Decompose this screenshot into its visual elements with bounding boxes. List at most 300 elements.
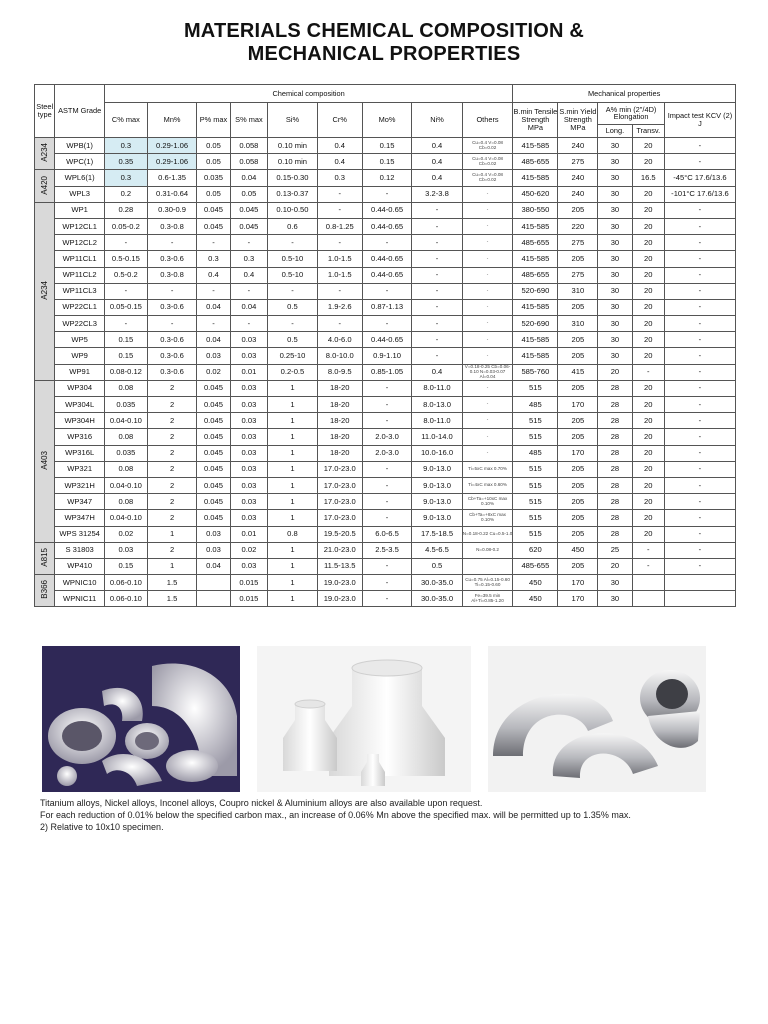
cell-s: 0.03: [230, 380, 268, 396]
cell-c: 0.08-0.12: [104, 364, 147, 380]
cell-cr: 21.0-23.0: [317, 542, 362, 558]
cell-imp: -: [664, 429, 735, 445]
cell-s: 0.03: [230, 558, 268, 574]
cell-tr: 20: [632, 332, 664, 348]
cell-mn: -: [147, 283, 196, 299]
cell-grade: WP22CL3: [55, 316, 104, 332]
cell-mn: 2: [147, 510, 196, 526]
cell-ys: 170: [558, 591, 598, 607]
others-header: Others: [462, 103, 513, 138]
cell-p: -: [197, 235, 230, 251]
cell-others: Cu=0.75 Al=0.15-0.60 Ti=0.15-0.60: [462, 575, 513, 591]
cell-c: 0.03: [104, 542, 147, 558]
cell-si: 0.5: [268, 299, 317, 315]
table-row: [35, 186, 736, 202]
cell-ys: 170: [558, 575, 598, 591]
molybdenum-header: Mo%: [362, 103, 411, 138]
cell-s: 0.03: [230, 413, 268, 429]
cell-si: 0.25-10: [268, 348, 317, 364]
cell-el: 30: [598, 299, 632, 315]
cell-others: -: [462, 267, 513, 283]
cell-ni: 4.5-6.5: [412, 542, 463, 558]
footnote-carbon-reduction: For each reduction of 0.01% below the specified carbon max., an increase of 0.06% Mn above the specified max. will be permitted up to 1.35% max.: [40, 810, 631, 820]
cell-c: 0.08: [104, 494, 147, 510]
cell-ys: 310: [558, 316, 598, 332]
cell-imp: -101°C 17.6/13.6: [664, 186, 735, 202]
cell-ys: 275: [558, 267, 598, 283]
table-row: [35, 316, 736, 332]
cell-s: 0.03: [230, 348, 268, 364]
cell-c: 0.02: [104, 526, 147, 542]
cell-cr: 17.0-23.0: [317, 477, 362, 493]
cell-ys: 240: [558, 170, 598, 186]
cell-ni: 30.0-35.0: [412, 575, 463, 591]
cell-ys: 205: [558, 380, 598, 396]
cell-el: 30: [598, 348, 632, 364]
cell-el: 30: [598, 154, 632, 170]
impact-test-header: Impact test KCV (2) J: [664, 103, 735, 138]
page-title-line-2: MECHANICAL PROPERTIES: [247, 43, 521, 65]
cell-others: -: [462, 380, 513, 396]
photo-reducer-fittings: [257, 646, 471, 792]
table-row: [35, 558, 736, 574]
cell-s: -: [230, 316, 268, 332]
cell-si: 0.6: [268, 218, 317, 234]
cell-grade: WP91: [55, 364, 104, 380]
cell-tr: -: [632, 364, 664, 380]
cell-imp: -: [664, 154, 735, 170]
steel-type-label: B366: [39, 580, 49, 600]
cell-ts: 585-760: [513, 364, 558, 380]
cell-el: 30: [598, 591, 632, 607]
cell-ts: 620: [513, 542, 558, 558]
cell-ys: 205: [558, 494, 598, 510]
cell-tr: 20: [632, 283, 664, 299]
cell-cr: 17.0-23.0: [317, 461, 362, 477]
cell-others: -: [462, 218, 513, 234]
cell-tr: 20: [632, 348, 664, 364]
cell-c: 0.05-0.2: [104, 218, 147, 234]
cell-mo: -: [362, 558, 411, 574]
cell-tr: 20: [632, 494, 664, 510]
cell-s: 0.03: [230, 477, 268, 493]
chromium-header: Cr%: [317, 103, 362, 138]
transv-header: Transv.: [632, 124, 664, 137]
cell-p: [197, 591, 230, 607]
cell-ys: 205: [558, 202, 598, 218]
cell-p: 0.045: [197, 397, 230, 413]
cell-mn: 0.31-0.64: [147, 186, 196, 202]
cell-s: 0.3: [230, 251, 268, 267]
steel-type-cell: [35, 202, 55, 380]
cell-p: 0.045: [197, 218, 230, 234]
composition-table-body: [35, 138, 736, 607]
steel-type-cell: [35, 138, 55, 170]
cell-imp: -: [664, 510, 735, 526]
cell-tr: 20: [632, 526, 664, 542]
cell-grade: WP11CL2: [55, 267, 104, 283]
cell-imp: -: [664, 477, 735, 493]
cell-el: 30: [598, 316, 632, 332]
cell-s: 0.03: [230, 494, 268, 510]
cell-c: 0.08: [104, 380, 147, 396]
cell-imp: -: [664, 332, 735, 348]
cell-ts: 515: [513, 510, 558, 526]
cell-si: 1: [268, 510, 317, 526]
cell-ts: 515: [513, 413, 558, 429]
cell-p: -: [197, 283, 230, 299]
cell-cr: -: [317, 235, 362, 251]
cell-si: 0.8: [268, 526, 317, 542]
cell-s: 0.045: [230, 218, 268, 234]
cell-p: 0.045: [197, 477, 230, 493]
cell-si: 0.10 min: [268, 138, 317, 154]
cell-c: 0.035: [104, 445, 147, 461]
cell-si: 1: [268, 397, 317, 413]
cell-grade: WP321: [55, 461, 104, 477]
table-row: [35, 267, 736, 283]
cell-others: -: [462, 445, 513, 461]
cell-p: 0.045: [197, 445, 230, 461]
cell-tr: 20: [632, 202, 664, 218]
cell-ts: 515: [513, 526, 558, 542]
cell-ni: 0.4: [412, 138, 463, 154]
cell-s: 0.03: [230, 445, 268, 461]
cell-cr: 19.0-23.0: [317, 575, 362, 591]
cell-ni: 0.4: [412, 154, 463, 170]
footnotes: [40, 797, 740, 833]
cell-mo: -: [362, 413, 411, 429]
cell-others: -: [462, 348, 513, 364]
cell-grade: WPNIC11: [55, 591, 104, 607]
cell-mn: 0.29-1.06: [147, 138, 196, 154]
cell-p: 0.03: [197, 526, 230, 542]
cell-imp: -: [664, 218, 735, 234]
cell-ys: 275: [558, 154, 598, 170]
manganese-header: Mn%: [147, 103, 196, 138]
nickel-header: Ni%: [412, 103, 463, 138]
steel-type-label: A403: [39, 450, 49, 470]
cell-imp: -: [664, 251, 735, 267]
steel-type-label: A815: [39, 548, 49, 567]
cell-grade: WP5: [55, 332, 104, 348]
cell-mo: 2.0-3.0: [362, 429, 411, 445]
cell-c: 0.04-0.10: [104, 510, 147, 526]
cell-ni: 0.5: [412, 558, 463, 574]
cell-c: 0.3: [104, 138, 147, 154]
cell-mo: 0.15: [362, 138, 411, 154]
cell-ni: -: [412, 332, 463, 348]
table-row: [35, 397, 736, 413]
cell-mo: -: [362, 575, 411, 591]
cell-p: 0.04: [197, 558, 230, 574]
composition-table: [34, 84, 736, 607]
cell-cr: 18-20: [317, 413, 362, 429]
cell-ys: 205: [558, 461, 598, 477]
cell-el: 28: [598, 477, 632, 493]
cell-mo: -: [362, 461, 411, 477]
cell-si: 0.5: [268, 332, 317, 348]
cell-cr: 19.0-23.0: [317, 591, 362, 607]
cell-mn: -: [147, 316, 196, 332]
table-row: [35, 138, 736, 154]
cell-p: 0.04: [197, 332, 230, 348]
steel-type-label: A234: [39, 143, 49, 163]
cell-s: -: [230, 235, 268, 251]
cell-ts: 485-655: [513, 154, 558, 170]
cell-grade: WP304H: [55, 413, 104, 429]
cell-c: -: [104, 235, 147, 251]
elongation-header: A% min (2"/4D) Elongation: [598, 103, 665, 125]
cell-others: -: [462, 397, 513, 413]
cell-cr: 4.0-6.0: [317, 332, 362, 348]
cell-p: 0.035: [197, 170, 230, 186]
cell-others: N=0.08-0.2: [462, 542, 513, 558]
cell-cr: -: [317, 316, 362, 332]
cell-c: 0.2: [104, 186, 147, 202]
cell-mo: -: [362, 477, 411, 493]
cell-c: 0.5-0.15: [104, 251, 147, 267]
cell-c: -: [104, 283, 147, 299]
steel-type-cell: [35, 170, 55, 202]
cell-c: 0.15: [104, 348, 147, 364]
cell-grade: WPS 31254: [55, 526, 104, 542]
cell-ts: 415-585: [513, 170, 558, 186]
cell-s: 0.015: [230, 591, 268, 607]
cell-others: -: [462, 283, 513, 299]
cell-imp: [664, 591, 735, 607]
cell-ni: -: [412, 348, 463, 364]
cell-cr: 18-20: [317, 445, 362, 461]
cell-tr: 20: [632, 445, 664, 461]
cell-tr: 20: [632, 510, 664, 526]
cell-ni: 8.0-13.0: [412, 397, 463, 413]
mechanical-properties-header: Mechanical properties: [513, 85, 736, 103]
table-row: [35, 510, 736, 526]
cell-mo: -: [362, 494, 411, 510]
cell-el: 28: [598, 510, 632, 526]
cell-s: 0.05: [230, 186, 268, 202]
cell-tr: 20: [632, 316, 664, 332]
cell-mn: 0.29-1.06: [147, 154, 196, 170]
cell-c: 0.35: [104, 154, 147, 170]
cell-cr: -: [317, 283, 362, 299]
cell-el: 28: [598, 461, 632, 477]
photo-return-bend-fittings: [488, 646, 706, 792]
cell-c: 0.28: [104, 202, 147, 218]
cell-s: 0.04: [230, 299, 268, 315]
footnote-specimen: 2) Relative to 10x10 specimen.: [40, 822, 164, 832]
cell-others: Fe=39.5 min Al+Ti=0.85-1.20: [462, 591, 513, 607]
table-row: [35, 299, 736, 315]
cell-ys: 205: [558, 429, 598, 445]
cell-grade: WP12CL1: [55, 218, 104, 234]
cell-si: 0.10-0.50: [268, 202, 317, 218]
cell-ys: 275: [558, 235, 598, 251]
cell-ts: 485-655: [513, 558, 558, 574]
cell-c: -: [104, 316, 147, 332]
cell-mo: 2.5-3.5: [362, 542, 411, 558]
cell-p: 0.3: [197, 251, 230, 267]
cell-tr: 20: [632, 267, 664, 283]
cell-tr: [632, 575, 664, 591]
cell-si: 1: [268, 380, 317, 396]
table-row: [35, 575, 736, 591]
cell-grade: WP304L: [55, 397, 104, 413]
cell-tr: 20: [632, 138, 664, 154]
cell-imp: -45°C 17.6/13.6: [664, 170, 735, 186]
table-row: [35, 332, 736, 348]
cell-ni: -: [412, 235, 463, 251]
table-row: [35, 380, 736, 396]
cell-ni: 8.0-11.0: [412, 380, 463, 396]
cell-cr: 0.4: [317, 138, 362, 154]
cell-si: 1: [268, 591, 317, 607]
tensile-strength-header: B.min Tensile Strength MPa: [513, 103, 558, 138]
cell-s: -: [230, 283, 268, 299]
cell-el: 30: [598, 267, 632, 283]
cell-si: 1: [268, 575, 317, 591]
cell-cr: 17.0-23.0: [317, 510, 362, 526]
cell-ts: 450: [513, 591, 558, 607]
cell-ni: 11.0-14.0: [412, 429, 463, 445]
cell-mo: -: [362, 510, 411, 526]
cell-grade: WP410: [55, 558, 104, 574]
cell-p: 0.045: [197, 413, 230, 429]
cell-ni: -: [412, 283, 463, 299]
photo-elbow-fittings: [42, 646, 240, 792]
cell-el: 28: [598, 380, 632, 396]
cell-mn: 2: [147, 397, 196, 413]
cell-c: 0.5-0.2: [104, 267, 147, 283]
cell-p: 0.045: [197, 202, 230, 218]
cell-p: 0.045: [197, 510, 230, 526]
cell-si: -: [268, 283, 317, 299]
cell-si: 1: [268, 413, 317, 429]
cell-si: 1: [268, 542, 317, 558]
cell-el: 30: [598, 283, 632, 299]
cell-mo: 0.9-1.10: [362, 348, 411, 364]
cell-ni: -: [412, 299, 463, 315]
cell-tr: 20: [632, 299, 664, 315]
cell-ni: -: [412, 251, 463, 267]
cell-si: 1: [268, 477, 317, 493]
cell-mo: 0.15: [362, 154, 411, 170]
table-row: [35, 364, 736, 380]
cell-others: -: [462, 429, 513, 445]
cell-mo: -: [362, 283, 411, 299]
cell-cr: 19.5-20.5: [317, 526, 362, 542]
cell-si: 0.10 min: [268, 154, 317, 170]
cell-ys: 415: [558, 364, 598, 380]
cell-ts: 415-585: [513, 348, 558, 364]
cell-ts: 515: [513, 429, 558, 445]
cell-imp: -: [664, 397, 735, 413]
cell-mo: 0.44-0.65: [362, 267, 411, 283]
cell-grade: WP304: [55, 380, 104, 396]
cell-grade: WP11CL3: [55, 283, 104, 299]
cell-ts: 515: [513, 380, 558, 396]
cell-ni: 9.0-13.0: [412, 461, 463, 477]
cell-mo: 0.12: [362, 170, 411, 186]
cell-mn: 0.3-0.8: [147, 218, 196, 234]
cell-others: Ti=5xC max 0.70%: [462, 461, 513, 477]
cell-el: 30: [598, 186, 632, 202]
cell-ts: 380-550: [513, 202, 558, 218]
steel-type-cell: [35, 542, 55, 574]
steel-type-header: Steel type: [35, 85, 55, 138]
cell-grade: WP11CL1: [55, 251, 104, 267]
cell-mn: 2: [147, 445, 196, 461]
cell-ys: 450: [558, 542, 598, 558]
cell-mn: 2: [147, 429, 196, 445]
cell-ts: 520-690: [513, 316, 558, 332]
cell-si: 1: [268, 445, 317, 461]
cell-c: 0.05-0.15: [104, 299, 147, 315]
cell-el: 25: [598, 542, 632, 558]
cell-s: 0.4: [230, 267, 268, 283]
page-title-line-1: MATERIALS CHEMICAL COMPOSITION &: [183, 20, 585, 42]
cell-ts: 415-585: [513, 218, 558, 234]
table-row: [35, 202, 736, 218]
cell-ts: 485: [513, 445, 558, 461]
cell-ni: 0.4: [412, 364, 463, 380]
table-row: [35, 170, 736, 186]
cell-others: [462, 558, 513, 574]
cell-cr: 1.0-1.5: [317, 267, 362, 283]
cell-el: 30: [598, 202, 632, 218]
cell-s: 0.03: [230, 510, 268, 526]
cell-cr: 0.4: [317, 154, 362, 170]
cell-others: Cb+Ta=+10xC max 0.10%: [462, 494, 513, 510]
cell-imp: -: [664, 316, 735, 332]
cell-cr: 0.8-1.25: [317, 218, 362, 234]
cell-others: Ti=4xC max 0.60%: [462, 477, 513, 493]
cell-el: 30: [598, 138, 632, 154]
table-row: [35, 235, 736, 251]
cell-tr: -: [632, 558, 664, 574]
cell-others: Cu=0.4 V=0.08 Cb=0.02: [462, 154, 513, 170]
cell-c: 0.08: [104, 461, 147, 477]
cell-imp: -: [664, 202, 735, 218]
cell-cr: 18-20: [317, 397, 362, 413]
cell-si: 1: [268, 494, 317, 510]
cell-mn: 1: [147, 526, 196, 542]
cell-ts: 485-655: [513, 267, 558, 283]
cell-tr: 20: [632, 154, 664, 170]
astm-grade-header: ASTM Grade: [55, 85, 104, 138]
cell-ys: 220: [558, 218, 598, 234]
cell-imp: -: [664, 267, 735, 283]
cell-mo: -: [362, 397, 411, 413]
cell-others: -: [462, 316, 513, 332]
cell-s: 0.02: [230, 542, 268, 558]
cell-s: 0.03: [230, 429, 268, 445]
cell-si: 0.2-0.5: [268, 364, 317, 380]
sulfur-header: S% max: [230, 103, 268, 138]
cell-imp: -: [664, 364, 735, 380]
cell-s: 0.01: [230, 364, 268, 380]
cell-s: 0.045: [230, 202, 268, 218]
cell-ts: 415-585: [513, 332, 558, 348]
cell-ts: 520-690: [513, 283, 558, 299]
table-row: [35, 526, 736, 542]
cell-el: 28: [598, 413, 632, 429]
cell-ts: 450: [513, 575, 558, 591]
cell-ys: 205: [558, 477, 598, 493]
cell-p: 0.04: [197, 299, 230, 315]
table-row: [35, 348, 736, 364]
